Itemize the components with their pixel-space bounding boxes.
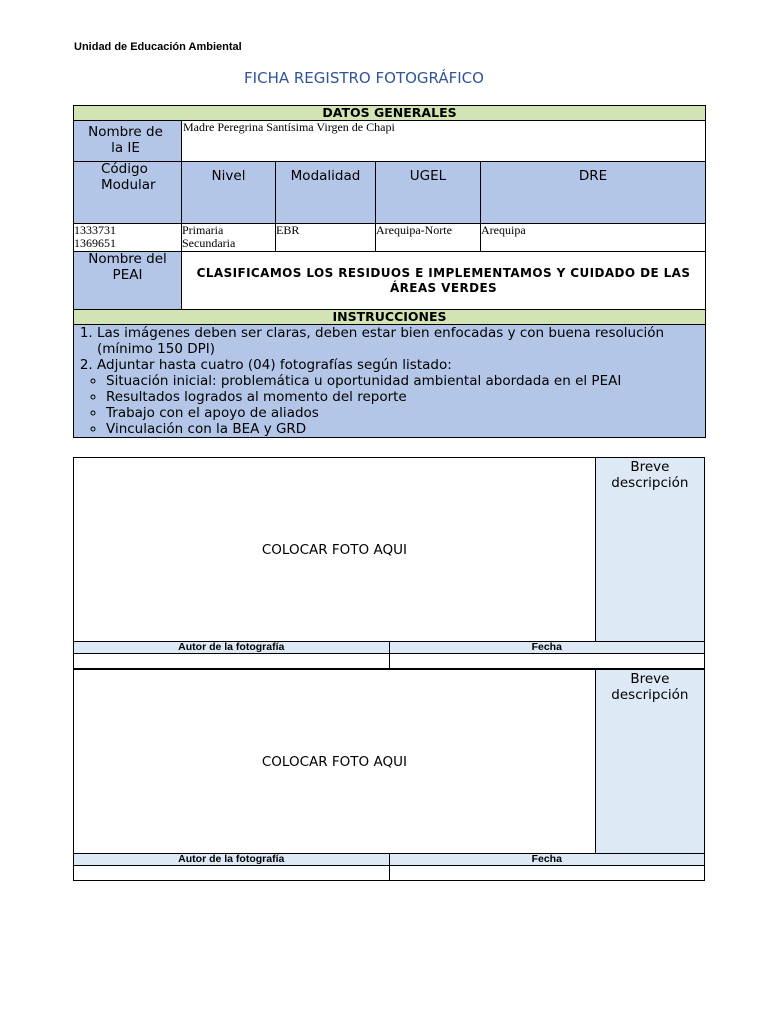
page-title: FICHA REGISTRO FOTOGRÁFICO [244, 69, 484, 87]
instrucciones-header: INSTRUCCIONES [74, 310, 706, 325]
photo-description-field[interactable]: Breve descripción [595, 670, 704, 854]
photo-description-field[interactable]: Breve descripción [595, 458, 704, 642]
photo-author-label: Autor de la fotografía [74, 854, 390, 866]
instruccion-subitem: ◦ Resultados logrados al momento del reporte [106, 389, 705, 405]
photo-author-field[interactable] [74, 654, 390, 669]
photo-date-label: Fecha [389, 642, 705, 654]
instruccion-subitem: ◦ Trabajo con el apoyo de aliados [106, 405, 705, 421]
instrucciones-list [74, 325, 705, 437]
modalidad-label: Modalidad [276, 162, 376, 224]
photo-block-1 [73, 457, 705, 669]
dre-label: DRE [481, 162, 706, 224]
photo-placeholder[interactable]: COLOCAR FOTO AQUI [74, 670, 596, 854]
instrucciones-body [74, 325, 706, 438]
peai-label: Nombre del PEAI [74, 252, 182, 310]
photo-date-field[interactable] [389, 654, 705, 669]
codigo-modular-value-2: 1369651 [74, 236, 116, 250]
instruccion-item: 1. Las imágenes deben ser claras, deben estar bien enfocadas y con buena resolución (mínimo 150 DPI) [97, 325, 705, 357]
instruccion-item [97, 357, 705, 437]
photo-placeholder[interactable]: COLOCAR FOTO AQUI [74, 458, 596, 642]
instruccion-subitem: ◦ Vinculación con la BEA y GRD [106, 421, 705, 437]
photo-date-field[interactable] [389, 866, 705, 881]
codigo-modular-value-1: 1333731 [74, 223, 116, 237]
ugel-field[interactable]: Arequipa-Norte [376, 224, 481, 252]
nivel-value-2: Secundaria [182, 236, 236, 250]
nivel-value-1: Primaria [182, 223, 224, 237]
codigo-modular-field[interactable] [74, 224, 182, 252]
ie-name-label: Nombre de la IE [74, 121, 182, 162]
dre-field[interactable]: Arequipa [481, 224, 706, 252]
unit-name: Unidad de Educación Ambiental [74, 41, 242, 53]
photo-block-2 [73, 669, 705, 881]
modalidad-field[interactable]: EBR [276, 224, 376, 252]
nivel-field[interactable] [182, 224, 276, 252]
instrucciones-sublist [97, 373, 705, 437]
photo-date-label: Fecha [389, 854, 705, 866]
codigo-modular-label: Código Modular [74, 162, 182, 224]
datos-generales-table [73, 105, 706, 438]
ugel-label: UGEL [376, 162, 481, 224]
peai-field[interactable]: CLASIFICAMOS LOS RESIDUOS E IMPLEMENTAMOS Y CUIDADO DE LAS ÁREAS VERDES [182, 252, 706, 310]
instruccion-subitem: ◦ Situación inicial: problemática u oportunidad ambiental abordada en el PEAI [106, 373, 705, 389]
instruccion-item-text: Adjuntar hasta cuatro (04) fotografías según listado: [97, 357, 452, 373]
nivel-label: Nivel [182, 162, 276, 224]
datos-generales-header: DATOS GENERALES [74, 106, 706, 121]
photo-author-label: Autor de la fotografía [74, 642, 390, 654]
ie-name-field[interactable]: Madre Peregrina Santísima Virgen de Chapi [182, 121, 706, 162]
photo-author-field[interactable] [74, 866, 390, 881]
